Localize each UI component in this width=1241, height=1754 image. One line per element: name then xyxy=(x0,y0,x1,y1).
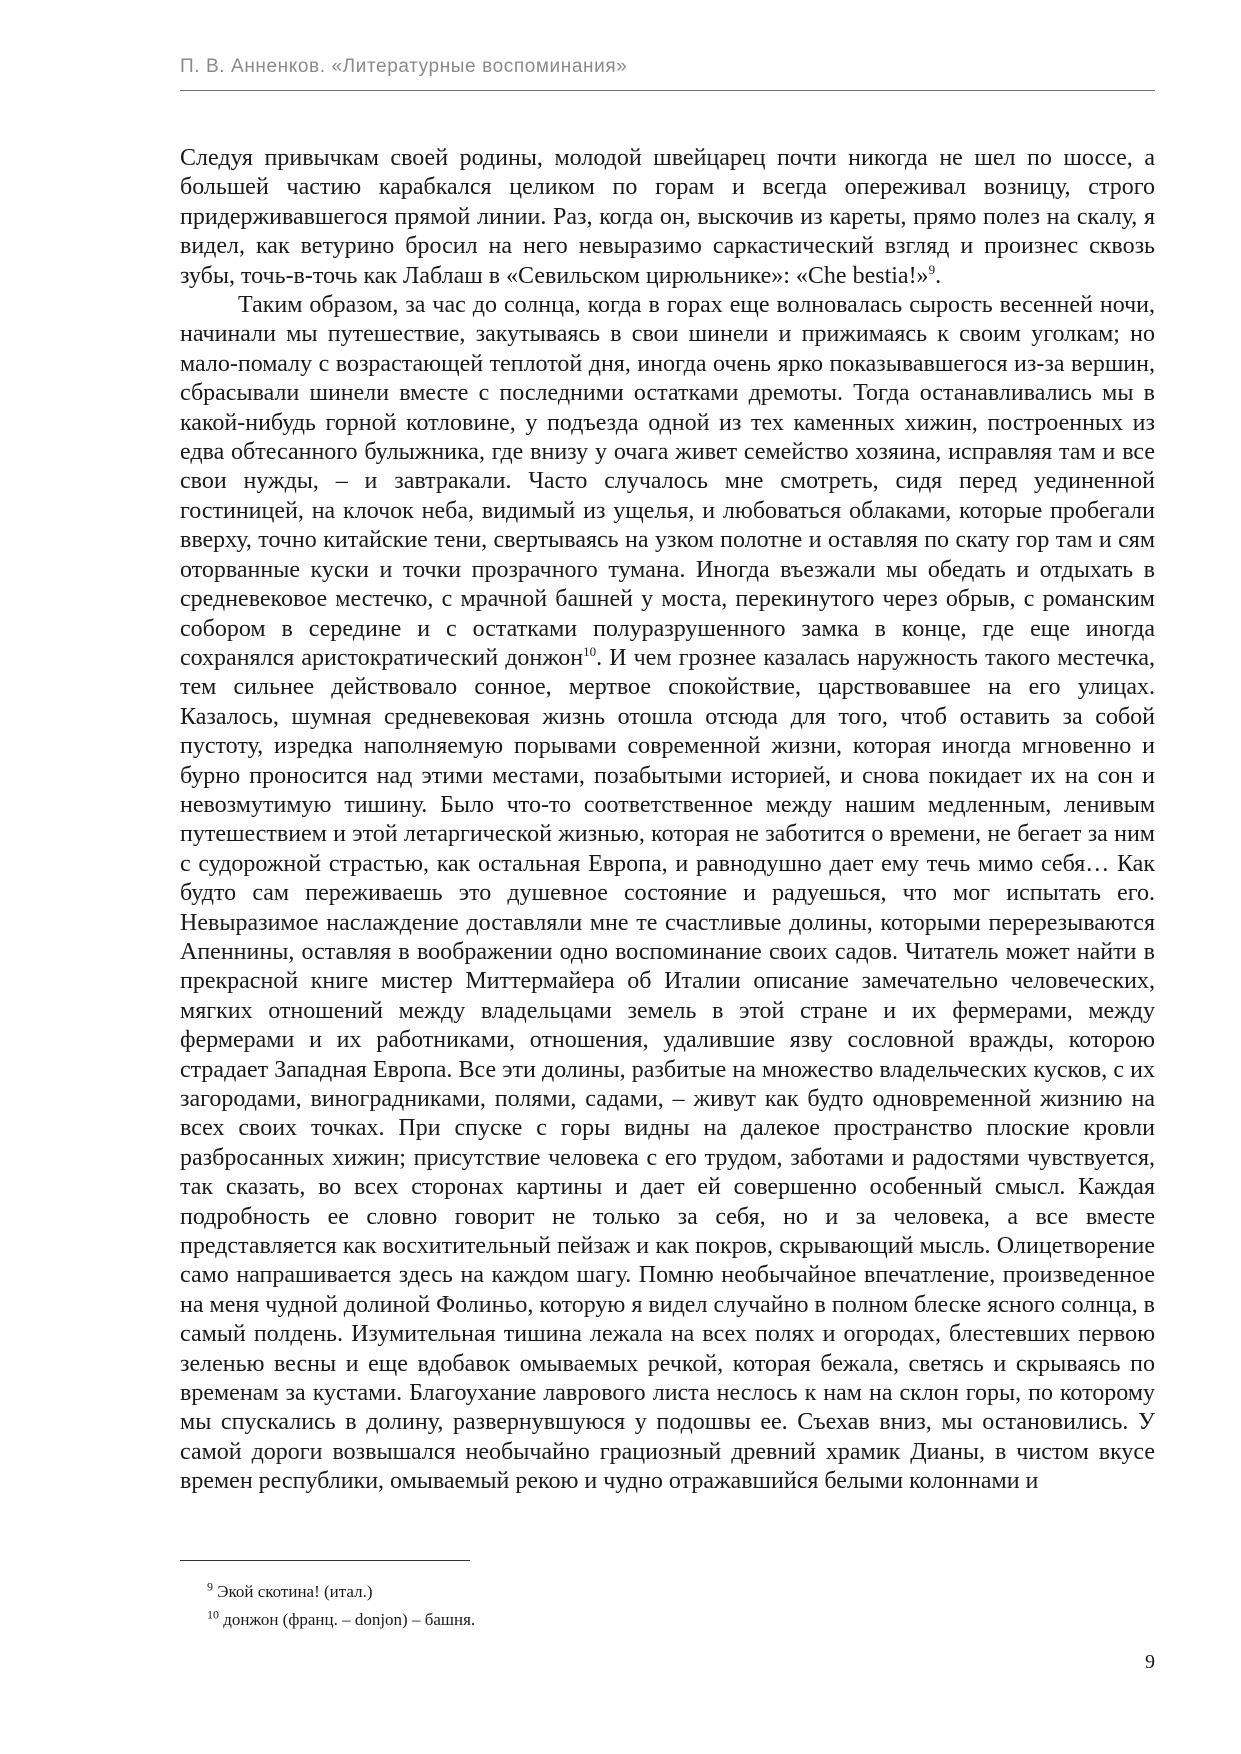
footnote-9 xyxy=(207,1578,1107,1606)
footnote-text: Экой скотина! (итал.) xyxy=(217,1582,373,1601)
footnote-text: донжон (франц. – donjon) – башня. xyxy=(223,1610,476,1629)
footnotes xyxy=(207,1578,1107,1634)
footnote-number: 9 xyxy=(207,1579,213,1594)
footnote-10 xyxy=(207,1606,1107,1634)
page-number: 9 xyxy=(1145,1651,1155,1673)
main-text xyxy=(180,144,1155,1497)
paragraph-2-text-b: . И чем грознее казалась наружность такого местечка, тем сильнее действовало сонное, мертвое спокойствие, царствовавшее на его улицах. Казалось, шумная средневековая жизнь отошла отсюда для того, чтоб оставить за собой пустоту, изредка наполняемую порывами современной жизни, которая иногда мгновенно и бурно проносится над этими местами, позабытыми историей, и снова покидает их на сон и невозмутимую тишину. Было что-то соответственное между нашим медленным, ленивым путешествием и этой летаргической жизнью, которая не заботится о времени, не бегает за ним с судорожной страстью, как остальная Европа, и равнодушно дает ему течь мимо себя… Как будто сам переживаешь это душевное состояние и радуешься, что мог испытать его. Невыразимое наслаждение доставляли мне те счастливые долины, которыми перерезываются Апеннины, оставляя в воображении одно воспоминание своих садов. Читатель может найти в прекрасной книге мистер Миттермайера об Италии описание замечательно человеческих, мягких отношений между владельцами земель в этой стране и их фермерами, между фермерами и их работниками, отношения, удалившие язву сословной вражды, которою страдает Западная Европа. Все эти долины, разбитые на множество владельческих кусков, с их загородами, виноградниками, полями, садами, – живут как будто одновременной жизнию на всех своих точках. При спуске с горы видны на далекое пространство плоские кровли разбросанных хижин; присутствие человека с его трудом, заботами и радостями чувствуется, так сказать, во всех сторонах картины и дает ей совершенно особенный смысл. Каждая подробность ее словно говорит не только за себя, но и за человека, а все вместе представляется как восхитительный пейзаж и как покров, скрывающий мысль. Олицетворение само напрашивается здесь на каждом шагу. Помню необычайное впечатление, произведенное на меня чудной долиной Фолиньо, которую я видел случайно в полном блеске ясного солнца, в самый полдень. Изумительная тишина лежала на всех полях и огородах, блестевших первою зеленью весны и еще вдобавок омываемых речкой, которая бежала, светясь и скрываясь по временам за кустами. Благоухание лаврового листа неслось к нам на склон горы, по которому мы спускались в долину, развернувшуюся у подошвы ее. Съехав вниз, мы остановились. У самой дороги возвышался необычайно грациозный древний храмик Дианы, в чистом вкусе времен республики, омываемый рекою и чудно отражавшийся белыми колоннами и xyxy=(180,644,1155,1495)
footnote-ref-10[interactable]: 10 xyxy=(583,643,597,659)
footnote-number: 10 xyxy=(207,1607,219,1622)
paragraph-1-text: Следуя привычкам своей родины, молодой швейцарец почти никогда не шел по шоссе, а большей частию карабкался целиком по горам и всегда опереживал возницу, строго придерживавшегося прямой линии. Раз, когда он, выскочив из кареты, прямо полез на скалу, я видел, как ветурино бросил на него невыразимо саркастический взгляд и произнес сквозь зубы, точь-в-точь как Лаблаш в «Севильском цирюльнике»: «Che bestia!» xyxy=(180,145,1155,289)
paragraph-1 xyxy=(180,144,1155,291)
footnote-rule xyxy=(180,1560,470,1561)
footnote-ref-9[interactable]: 9 xyxy=(928,261,936,277)
paragraph-2-text-a: Таким образом, за час до солнца, когда в горах еще волновалась сырость весенней ночи, начинали мы путешествие, закутываясь в свои шинели и прижимаясь к своим уголкам; но мало-помалу с возрастающей теплотой дня, иногда очень ярко показывавшегося из-за вершин, сбрасывали шинели вместе с последними остатками дремоты. Тогда останавливались мы в какой-нибудь горной котловине, у подъезда одной из тех каменных хижин, построенных из едва обтесанного булыжника, где внизу у очага живет семейство хозяина, исправляя там и все свои нужды, – и завтракали. Часто случалось мне смотреть, сидя перед уединенной гостиницей, на клочок неба, видимый из ущелья, и любоваться облаками, которые пробегали вверху, точно китайские тени, свертываясь на узком полотне и оставляя по скату гор там и сям оторванные куски и точки прозрачного тумана. Иногда въезжали мы обедать и отдыхать в средневековое местечко, с мрачной башней у моста, перекинутого через обрыв, с романским собором в середине и с остатками полуразрушенного замка в конце, где еще иногда сохранялся аристократический донжон xyxy=(180,292,1155,671)
running-header: П. В. Анненков. «Литературные воспоминания» xyxy=(180,56,628,77)
header-rule xyxy=(180,90,1155,91)
paragraph-1-end: . xyxy=(935,262,942,289)
paragraph-2 xyxy=(180,291,1155,1497)
